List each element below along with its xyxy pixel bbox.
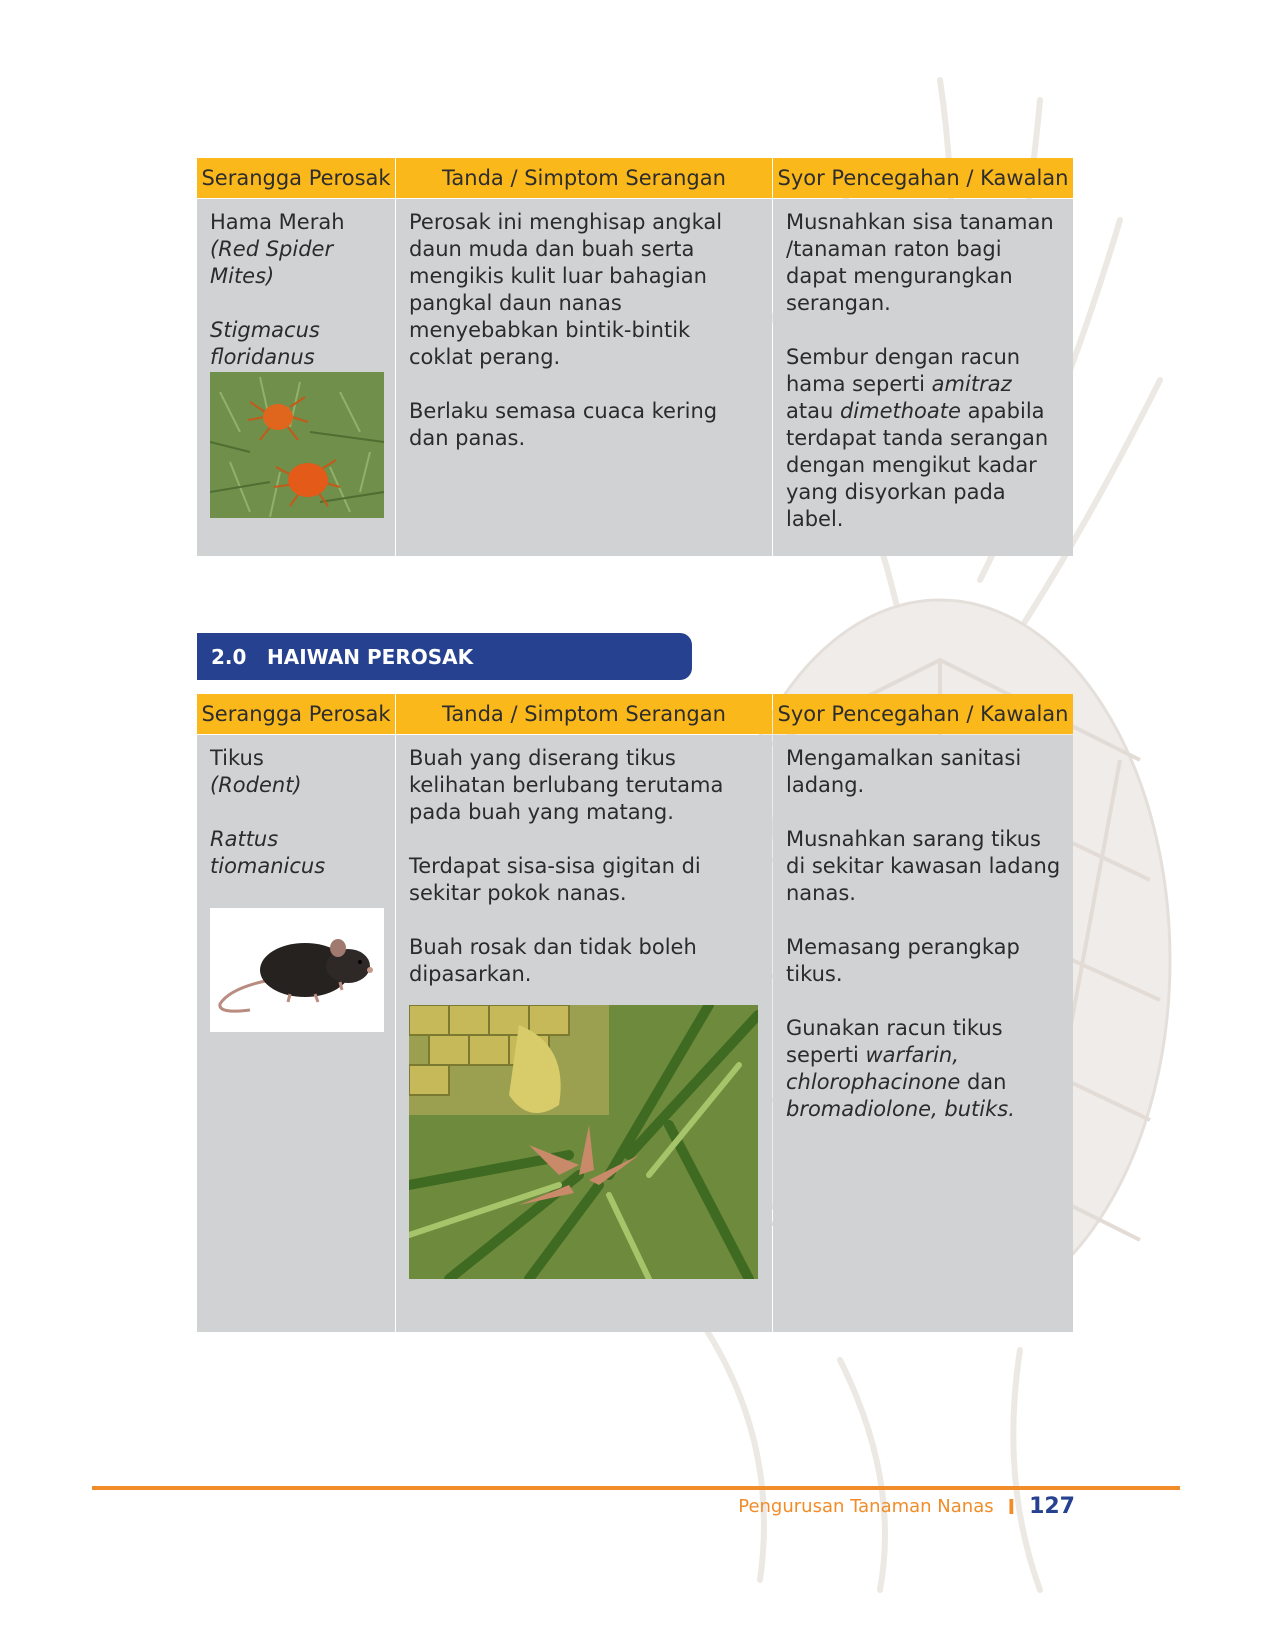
control-text-1: Musnahkan sisa tanaman /tanaman raton bagi dapat mengurangkan serangan. <box>786 210 1054 315</box>
control-text-1: Mengamalkan sanitasi ladang. <box>786 746 1022 797</box>
symptom-text-1: Perosak ini menghisap angkal daun muda dan buah serta mengikis kulit luar bahagian pangkal daun nanas menyebabkan bintik-bintik coklat perang. <box>409 210 723 369</box>
symptom-text-2: Terdapat sisa-sisa gigitan di sekitar pokok nanas. <box>409 854 701 905</box>
section-title: HAIWAN PEROSAK <box>267 644 474 669</box>
pest-name: Hama Merah <box>210 210 345 234</box>
control-text-2: Sembur dengan racun hama seperti amitraz atau dimethoate apabila terdapat tanda serangan dengan mengikut kadar yang disyorkan pada label. <box>786 345 1049 531</box>
pest-name: Tikus <box>210 746 264 770</box>
pest-table-insects <box>197 158 1073 556</box>
section-number: 2.0 <box>211 644 247 669</box>
footer-book-title: Pengurusan Tanaman Nanas <box>738 1496 994 1517</box>
red-spider-mite-photo <box>210 372 384 518</box>
pest-scientific-name: Stigmacus floridanus <box>210 318 320 369</box>
symptom-cell <box>396 735 772 1332</box>
footer-rule <box>92 1486 1180 1490</box>
header-pest: Serangga Perosak <box>197 694 395 734</box>
header-pest: Serangga Perosak <box>197 158 395 198</box>
pest-cell <box>197 735 395 1332</box>
rat-photo <box>210 908 384 1032</box>
control-cell <box>773 199 1073 556</box>
control-text-4: Gunakan racun tikus seperti warfarin, chlorophacinone dan bromadiolone, butiks. <box>786 1016 1015 1121</box>
pest-common-name: (Red Spider Mites) <box>210 237 334 288</box>
page-footer <box>738 1494 1075 1519</box>
damaged-pineapple-photo <box>409 1005 758 1279</box>
header-control: Syor Pencegahan / Kawalan <box>773 694 1073 734</box>
symptom-text-3: Buah rosak dan tidak boleh dipasarkan. <box>409 935 697 986</box>
control-text-2: Musnahkan sarang tikus di sekitar kawasan ladang nanas. <box>786 827 1061 905</box>
pest-common-name: (Rodent) <box>210 773 302 797</box>
pest-scientific-name: Rattus tiomanicus <box>210 827 326 878</box>
control-cell <box>773 735 1073 1332</box>
symptom-cell <box>396 199 772 556</box>
pest-table-animals <box>197 694 1073 1332</box>
control-text-3: Memasang perangkap tikus. <box>786 935 1020 986</box>
page-number: 127 <box>1029 1494 1075 1519</box>
footer-separator: I <box>1007 1494 1016 1519</box>
header-control: Syor Pencegahan / Kawalan <box>773 158 1073 198</box>
header-symptom: Tanda / Simptom Serangan <box>396 694 772 734</box>
pest-cell <box>197 199 395 556</box>
symptom-text-2: Berlaku semasa cuaca kering dan panas. <box>409 399 718 450</box>
symptom-text-1: Buah yang diserang tikus kelihatan berlubang terutama pada buah yang matang. <box>409 746 724 824</box>
section-heading-bar <box>197 633 692 680</box>
header-symptom: Tanda / Simptom Serangan <box>396 158 772 198</box>
